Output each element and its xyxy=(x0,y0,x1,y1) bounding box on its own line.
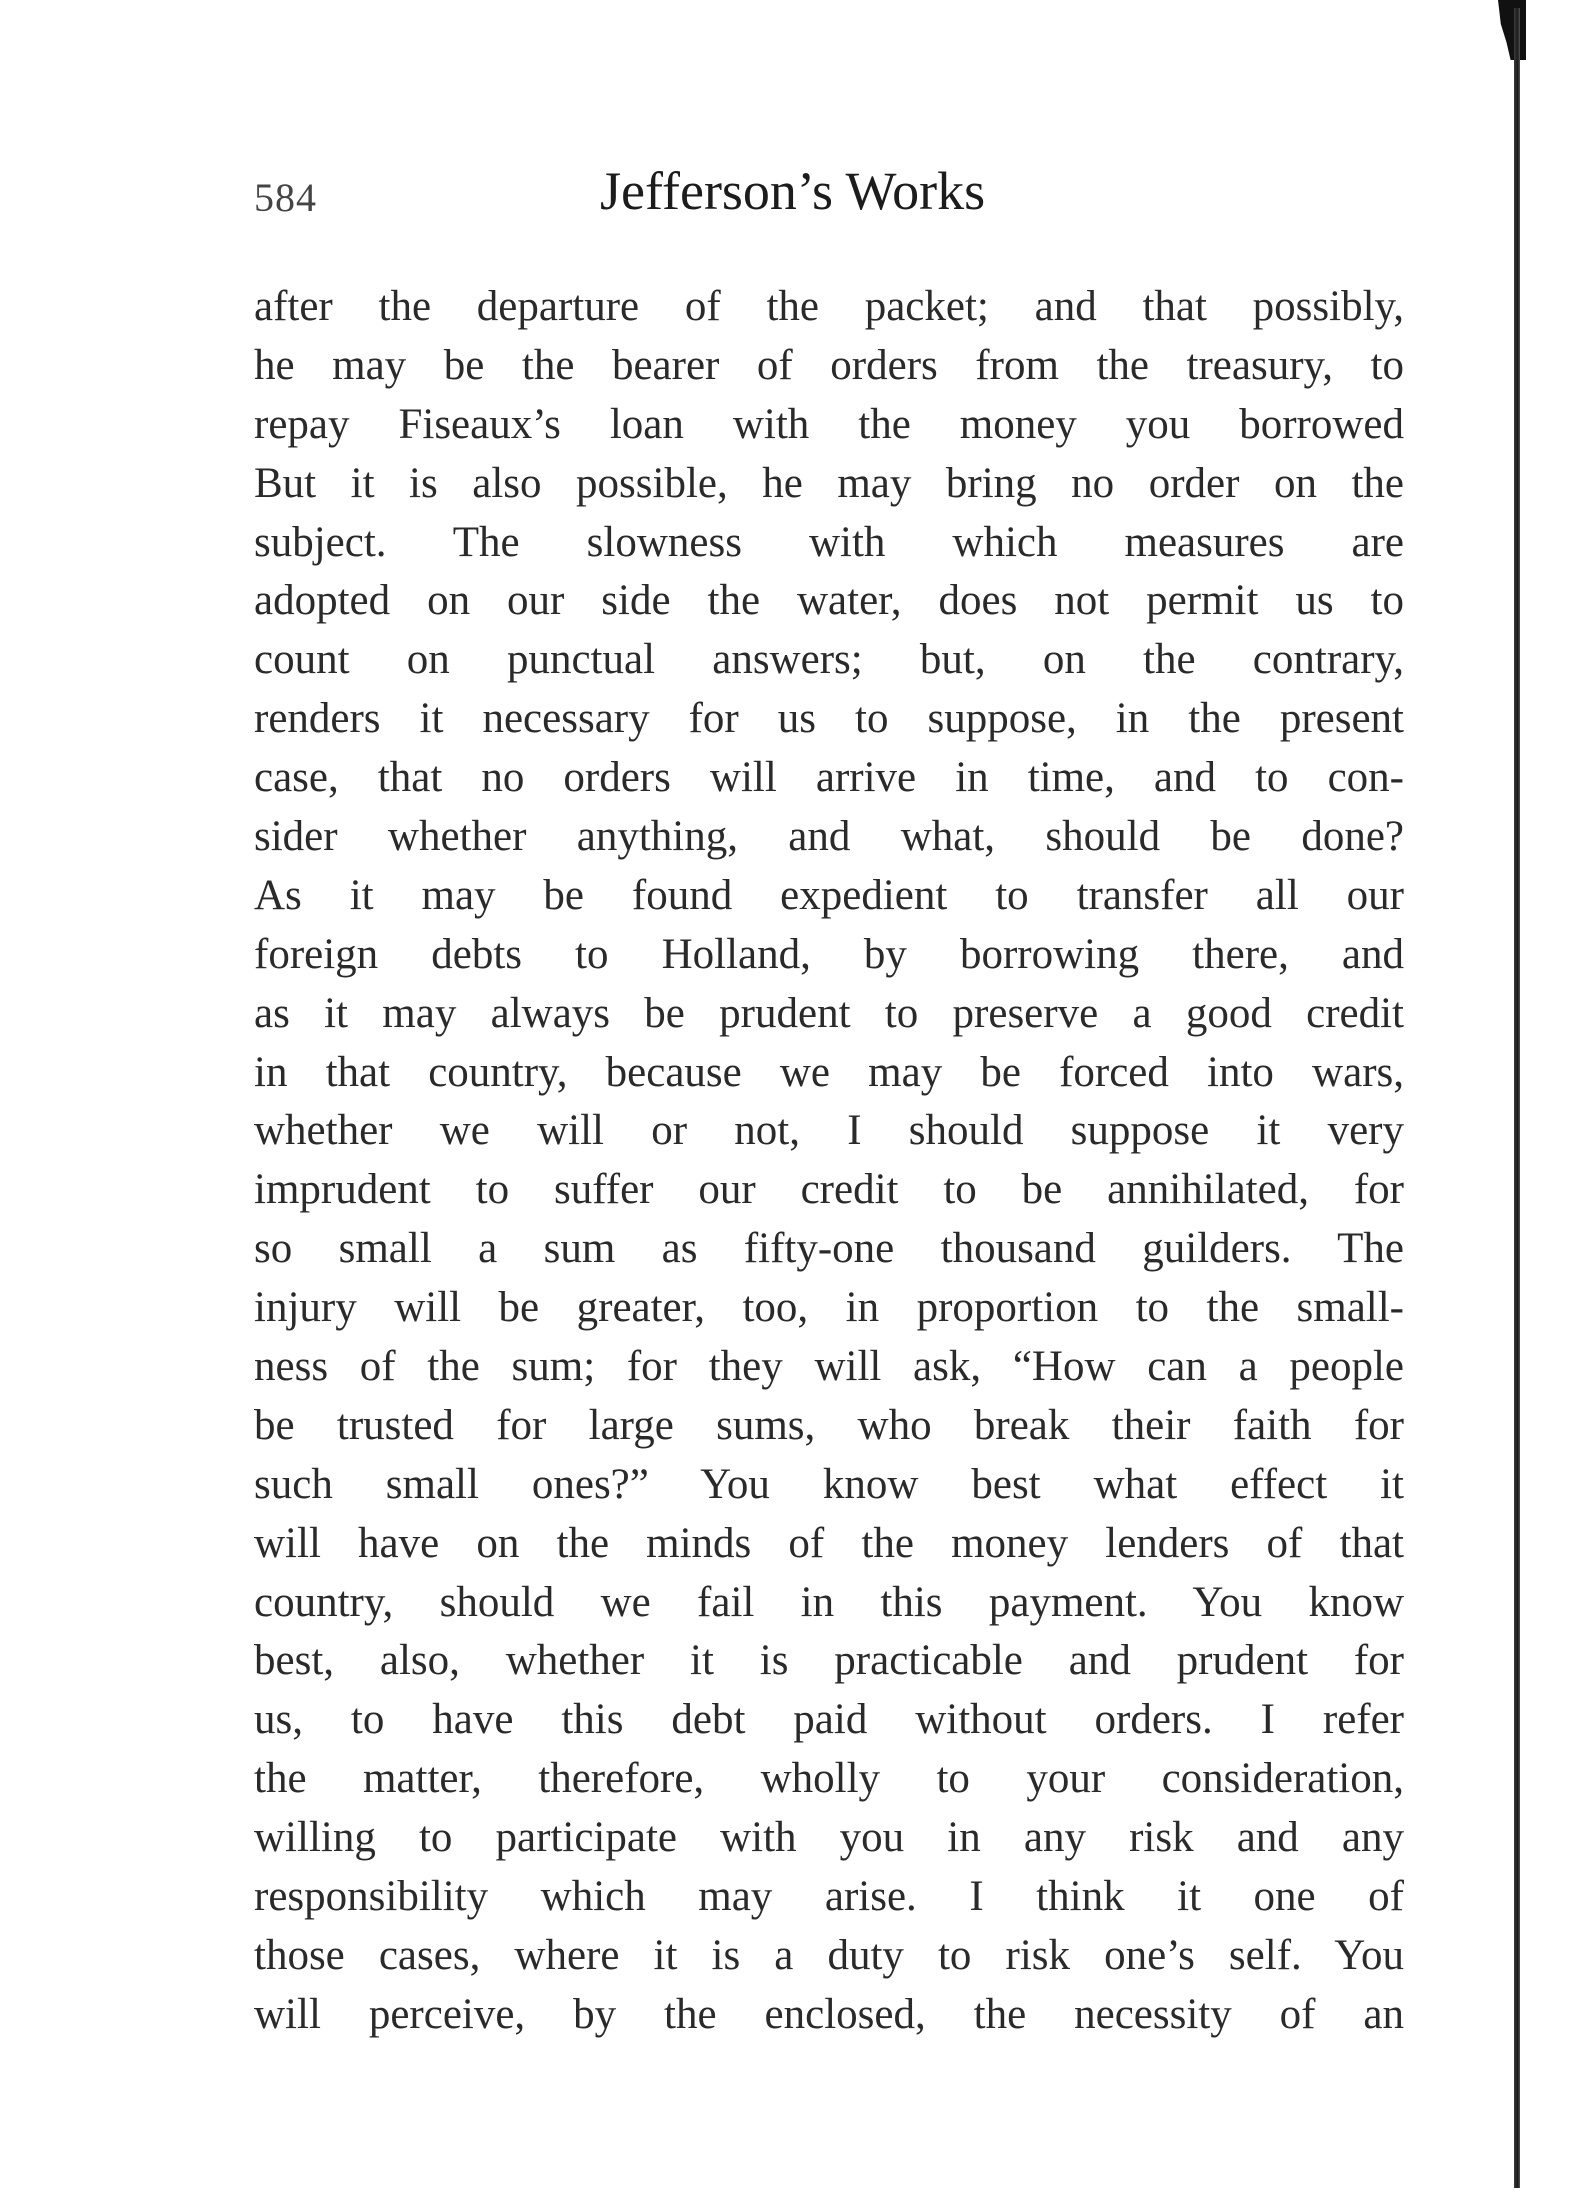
text-line: us, to have this debt paid without orders. I refer xyxy=(254,1696,1404,1744)
text-line: such small ones?” You know best what effect it xyxy=(254,1460,1404,1508)
text-line: responsibility which may arise. I think it one of xyxy=(254,1873,1404,1921)
text-line: foreign debts to Holland, by borrowing there, and xyxy=(254,930,1404,978)
text-line: case, that no orders will arrive in time, and to con- xyxy=(254,754,1404,802)
text-line: renders it necessary for us to suppose, in the present xyxy=(254,695,1404,743)
text-line: But it is also possible, he may bring no order on the xyxy=(254,459,1404,507)
text-line: in that country, because we may be forced into wars, xyxy=(254,1048,1404,1096)
body-text xyxy=(254,278,1404,2045)
text-line: the matter, therefore, wholly to your consideration, xyxy=(254,1755,1404,1803)
text-line: sider whether anything, and what, should be done? xyxy=(254,813,1404,861)
text-line: best, also, whether it is practicable and prudent for xyxy=(254,1637,1404,1685)
page-number: 584 xyxy=(254,175,317,220)
text-line: be trusted for large sums, who break their faith for xyxy=(254,1401,1404,1449)
text-line: after the departure of the packet; and that possibly, xyxy=(254,283,1404,330)
text-line: adopted on our side the water, does not permit us to xyxy=(254,577,1404,625)
text-line: imprudent to suffer our credit to be annihilated, for xyxy=(254,1166,1404,1214)
text-line: repay Fiseaux’s loan with the money you borrowed xyxy=(254,400,1404,448)
text-line: so small a sum as fifty-one thousand guilders. The xyxy=(254,1225,1404,1273)
text-line: ness of the sum; for they will ask, “How can a people xyxy=(254,1343,1404,1391)
text-line: injury will be greater, too, in proportion to the small- xyxy=(254,1284,1404,1332)
text-line: As it may be found expedient to transfer all our xyxy=(254,871,1404,919)
page-edge-mark xyxy=(1498,0,1526,60)
text-line: those cases, where it is a duty to risk one’s self. You xyxy=(254,1931,1404,1979)
text-line: willing to participate with you in any risk and any xyxy=(254,1814,1404,1862)
running-header xyxy=(254,160,1404,240)
page-edge-rule xyxy=(1514,8,1520,2188)
text-line: as it may always be prudent to preserve a good credit xyxy=(254,989,1404,1037)
text-line: will perceive, by the enclosed, the necessity of an xyxy=(254,1990,1404,2038)
text-line: will have on the minds of the money lenders of that xyxy=(254,1519,1404,1567)
text-line: country, should we fail in this payment. You know xyxy=(254,1578,1404,1626)
running-title: Jefferson’s Works xyxy=(600,161,986,221)
text-line: subject. The slowness with which measures are xyxy=(254,518,1404,566)
text-line: he may be the bearer of orders from the treasury, to xyxy=(254,341,1404,389)
text-line: whether we will or not, I should suppose it very xyxy=(254,1107,1404,1155)
text-line: count on punctual answers; but, on the contrary, xyxy=(254,636,1404,684)
